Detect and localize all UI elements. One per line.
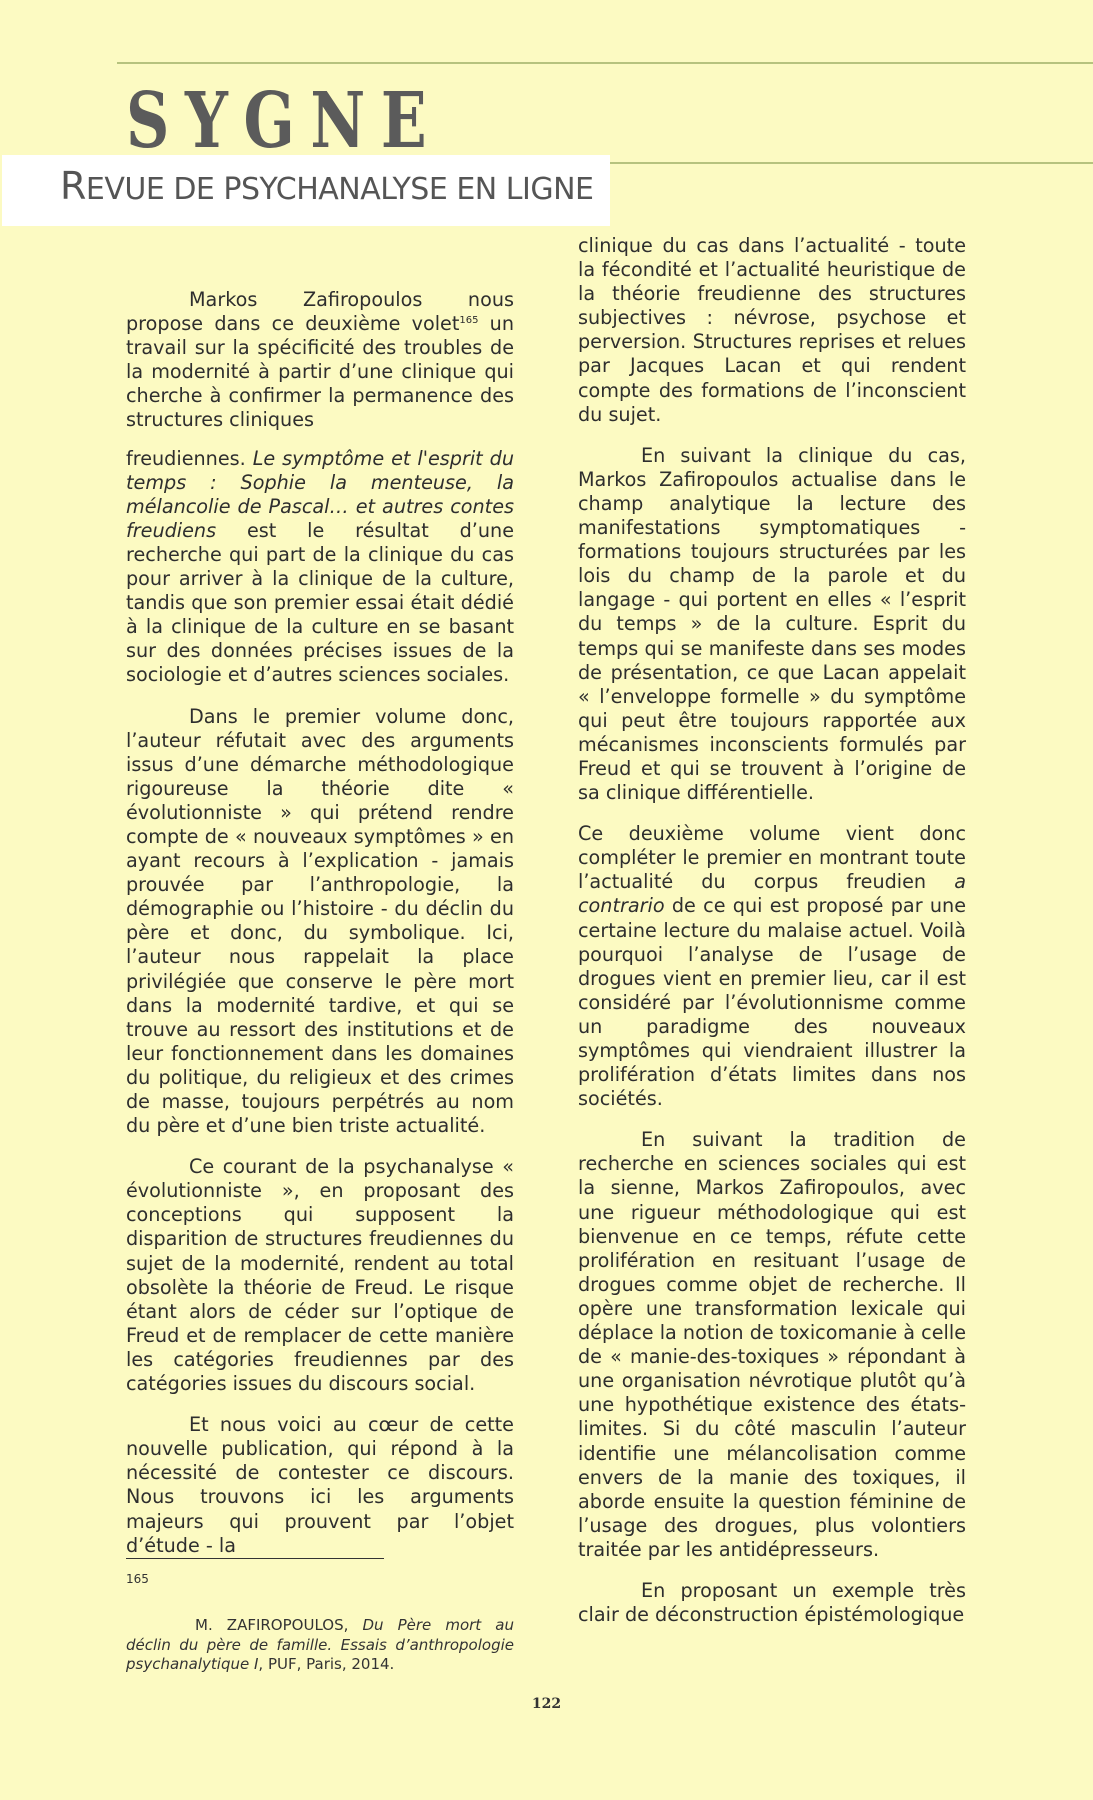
paragraph: freudiennes. Le symptôme et l'esprit du temps : Sophie la menteuse, la mélancolie de Pascal… et autres contes freudiens est le résultat d’une recherche qui part de la clinique du cas pour arriver à la clinique de la culture, tandis que son premier essai était dédié à la clinique de la culture en se basant sur des données précises issues de la sociologie et d’autres sciences sociales. [126, 446, 514, 687]
footnote-separator [126, 1558, 384, 1559]
paragraph: clinique du cas dans l’actualité - toute la fécondité et l’actualité heuristique de la théorie freudienne des structures subjectives : névrose, psychose et perversion. Structures reprises et relues par Jacques Lacan et qui rendent compte des formations de l’inconscient du sujet. [578, 234, 966, 426]
header-mid-rule [608, 162, 1093, 164]
paragraph: Ce courant de la psychanalyse « évolutionniste », en proposant des conceptions qui supposent la disparition de structures freudiennes du sujet de la modernité, rendent au total obsolète la théorie de Freud. Le risque étant alors de céder sur l’optique de Freud et de remplacer de cette manière les catégories freudiennes par des catégories issues du discours social. [126, 1155, 514, 1396]
paragraph: Et nous voici au cœur de cette nouvelle publication, qui répond à la nécessité de contester ce discours. Nous trouvons ici les arguments majeurs qui prouvent par l’objet d’étude - la [126, 1413, 514, 1557]
paragraph: Ce deuxième volume vient donc compléter le premier en montrant toute l’actualité du corpus freudien a contrario de ce qui est proposé par une certaine lecture du malaise actuel. Voilà pourquoi l’analyse de l’usage de drogues vient en premier lieu, car il est considéré par l’évolutionnisme comme un paradigme des nouveaux symptômes qui viendraient illustrer la prolifération d’états limites dans nos sociétés. [578, 822, 966, 1111]
footnote-number: 165 [126, 1572, 149, 1586]
header-top-rule [117, 62, 1093, 64]
paragraph: Markos Zafiropoulos nous propose dans ce deuxième volet$^{165}$ un travail sur la spécificité des troubles de la modernité à partir d’une clinique qui cherche à confirmer la permanence des structures cliniques [126, 288, 515, 432]
footnote-reference[interactable]: 165 [459, 315, 479, 327]
book-title: Le symptôme et l'esprit du temps : Sophie la menteuse, la mélancolie de Pascal… et autres contes freudiens [126, 446, 514, 542]
paragraph: En suivant la tradition de recherche en sciences sociales qui est la sienne, Markos Zafiropoulos, avec une rigueur méthodologique qui est bienvenue en ce temps, réfute cette prolifération en resituant l’usage de drogues comme objet de recherche. Il opère une transformation lexicale qui déplace la notion de toxicomanie à celle de « manie-des-toxiques » répondant à une organisation névrotique plutôt qu’à une hypothétique existence des états-limites. Si du côté masculin l’auteur identifie une mélancolisation comme envers de la manie des toxiques, il aborde ensuite la question féminine de l’usage des drogues, plus volontiers traitée par les antidépresseurs. [578, 1128, 966, 1561]
page-number: 122 [531, 1696, 562, 1712]
journal-subtitle: REVUE DE PSYCHANALYSE EN LIGNE [60, 164, 594, 208]
footnote-text: M. ZAFIROPOULOS, Du Père mort au déclin du père de famille. Essais d’anthropologie psychanalytique I, PUF, Paris, 2014. [126, 1616, 514, 1673]
paragraph: En proposant un exemple très clair de déconstruction épistémologique [578, 1578, 966, 1627]
left-column [126, 288, 514, 1558]
journal-logo: SYGNE [126, 76, 443, 166]
paragraph: En suivant la clinique du cas, Markos Zafiropoulos actualise dans le champ analytique la lecture des manifestations symptomatiques - formations toujours structurées par les lois du champ de la parole et du langage - qui portent en elles « l’esprit du temps » de la culture. Esprit du temps qui se manifeste dans ses modes de présentation, ce que Lacan appelait « l’enveloppe formelle » du symptôme qui peut être toujours rapportée aux mécanismes inconscients formulés par Freud et qui se trouvent à l’origine de sa clinique différentielle. [578, 443, 966, 805]
right-column [578, 234, 966, 1627]
paragraph: Dans le premier volume donc, l’auteur réfutait avec des arguments issus d’une démarche méthodologique rigoureuse la théorie dite « évolutionniste » qui prétend rendre compte de « nouveaux symptômes » en ayant recours à l’explication - jamais prouvée par l’anthropologie, la démographie ou l’histoire - du déclin du père et donc, du symbolique. Ici, l’auteur nous rappelait la place privilégiée que conserve le père mort dans la modernité tardive, et qui se trouve au ressort des institutions et de leur fonctionnement dans les domaines du politique, du religieux et des crimes de masse, toujours perpétrés au nom du père et d’une bien triste actualité. [126, 704, 514, 1138]
